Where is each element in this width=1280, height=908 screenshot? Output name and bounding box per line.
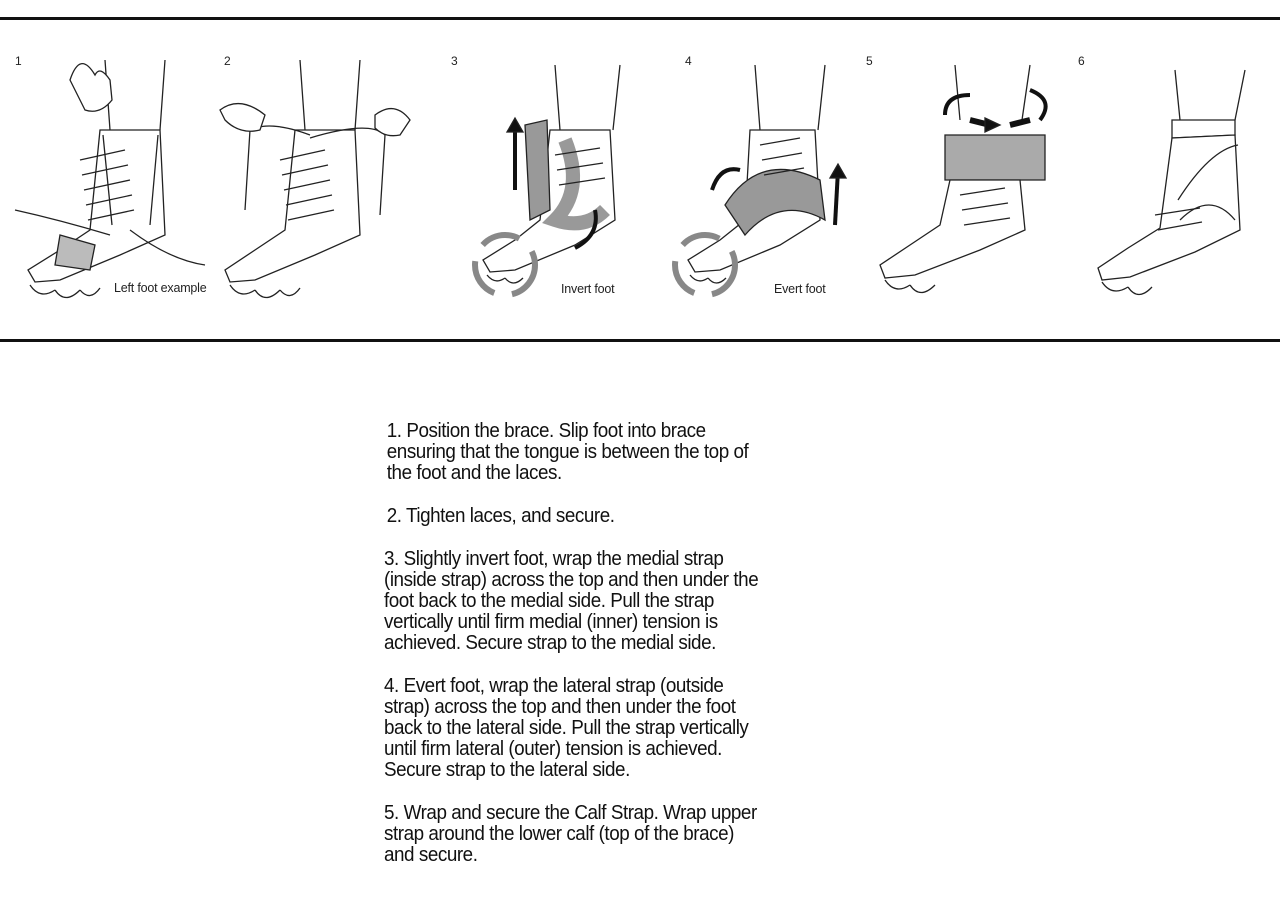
step-number: 6 [1078, 54, 1085, 68]
step-1-panel [0, 20, 210, 339]
step-5-panel [850, 20, 1070, 339]
instruction-step-1: 1. Position the brace. Slip foot into brace ensuring that the tongue is between the top of the foot and the laces. [386, 419, 749, 484]
step-number: 3 [451, 54, 458, 68]
step-number: 4 [685, 54, 692, 68]
bottom-rule [0, 339, 1280, 342]
instruction-step-2: 2. Tighten laces, and secure. [386, 504, 615, 527]
step-5-illustration [850, 20, 1070, 339]
instruction-step-4: 4. Evert foot, wrap the lateral strap (outside strap) across the top and then under the foot back to the lateral side. Pull the strap vertically until firm lateral (outer) tension is achieved. Secure strap to the lateral side. [384, 674, 749, 781]
step-2-illustration [210, 20, 435, 339]
step-4-panel [650, 20, 850, 339]
instruction-step-5: 5. Wrap and secure the Calf Strap. Wrap upper strap around the lower calf (top of the brace) and secure. [384, 801, 757, 866]
instructions-text [384, 420, 761, 887]
instruction-step-3: 3. Slightly invert foot, wrap the medial strap (inside strap) across the top and then under the foot back to the medial side. Pull the strap vertically until firm medial (inner) tension is achieved. Secure strap to the medial side. [384, 547, 759, 654]
step-2-panel [210, 20, 435, 339]
step-3-panel [435, 20, 650, 339]
step-caption: Evert foot [774, 282, 826, 296]
step-caption: Left foot example [114, 281, 207, 295]
step-number: 2 [224, 54, 231, 68]
step-number: 1 [15, 54, 22, 68]
instruction-figure-strip [0, 20, 1280, 339]
step-6-illustration [1070, 20, 1280, 339]
step-3-illustration [435, 20, 650, 339]
step-number: 5 [866, 54, 873, 68]
step-caption: Invert foot [561, 282, 615, 296]
step-6-panel [1070, 20, 1280, 339]
